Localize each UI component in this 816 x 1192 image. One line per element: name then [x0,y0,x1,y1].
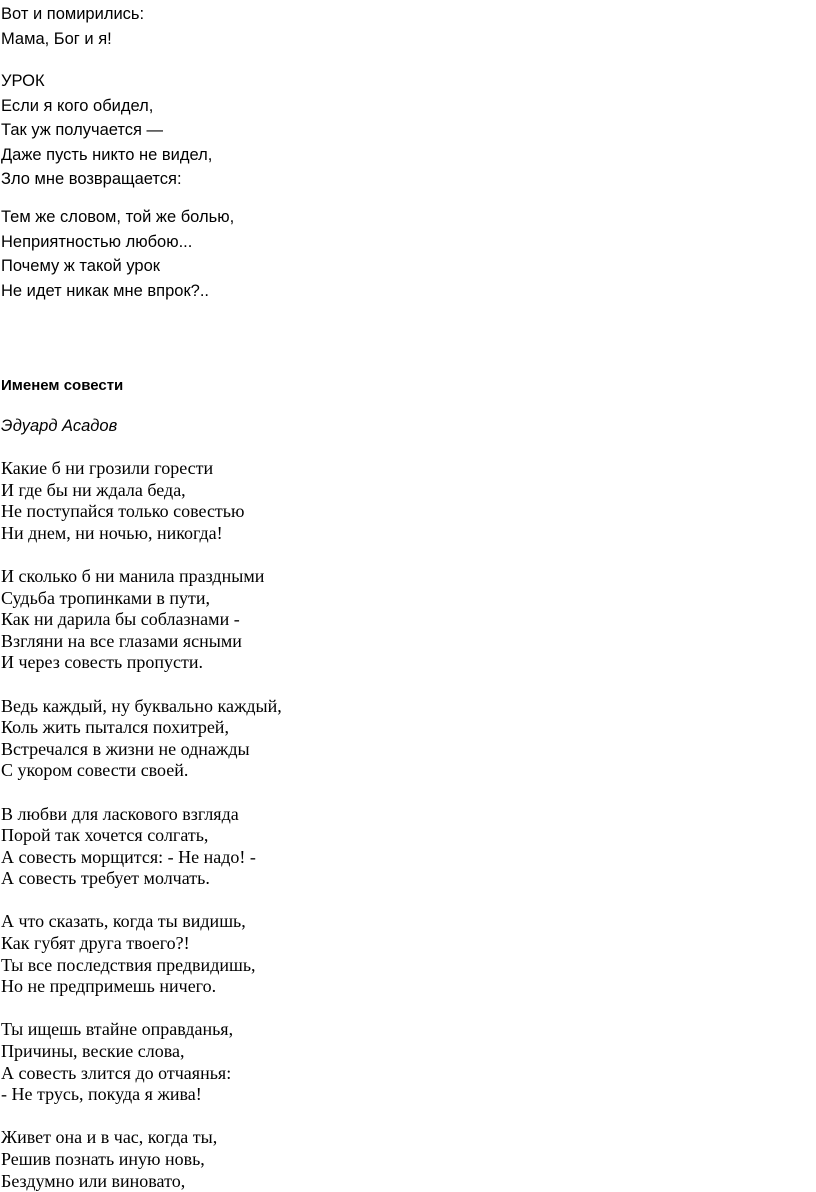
poem-line: Мама, Бог и я! [1,29,112,48]
poem-line: Почему ж такой урок [1,257,160,275]
poem-line: А совесть требует молчать. [1,868,210,889]
poem-line: Как ни дарила бы соблазнами - [1,609,240,630]
poem-line: И где бы ни ждала беда, [1,479,186,500]
poem-line: Порой так хочется солгать, [1,825,209,846]
first-poem-stanza-2 [1,205,234,303]
poem-line: Тем же словом, той же болью, [1,208,235,226]
poem-line: И сколько б ни манила праздными [1,565,265,586]
poem-line: В любви для ласкового взгляда [1,803,239,824]
stanza-gap [1,674,282,696]
poem-line: Решив познать иную новь, [1,1149,205,1169]
poem-line: Неприятностью любою... [1,232,193,251]
poem-line: Если я кого обидел, [1,96,154,115]
poem-line: Взгляни на все глазами ясными [1,630,242,651]
poem-line: Ни днем, ни ночью, никогда! [1,522,223,543]
poem-line: А совесть морщится: - Не надо! - [1,846,256,867]
poem-line: Зло мне возвращается: [1,170,182,188]
poem-line: Судьба тропинками в пути, [1,587,211,608]
poem-line: А что сказать, когда ты видишь, [1,911,246,932]
poem-line: Живет она и в час, когда ты, [1,1127,218,1148]
poem-line: Какие б ни грозили горести [1,458,214,478]
first-poem [1,69,212,192]
poem-line: Ведь каждый, ну буквально каждый, [1,695,282,716]
poem-line: Бездумно или виновато, [1,1170,186,1191]
poem-line: Встречался в жизни не однажды [1,738,250,759]
poem-title: УРОК [1,72,45,90]
poem-title: Именем совести [1,377,124,394]
poem-line: Не поступайся только совестью [1,501,245,522]
poem-line: Ты все последствия предвидишь, [1,954,256,975]
stanza-gap [1,890,282,912]
stanza-gap [1,544,282,566]
poem-line: Но не предпримешь ничего. [1,976,217,997]
poem-line: - Не трусь, покуда я жива! [1,1084,202,1105]
stanza-gap [1,1106,282,1128]
poem-line: С укором совести своей. [1,760,189,781]
poem-line: Коль жить пытался похитрей, [1,717,229,738]
poem-line: А совесть злится до отчаянья: [1,1062,232,1083]
poem-line: Ты ищешь втайне оправданья, [1,1019,234,1040]
poem-line: Так уж получается — [1,121,164,139]
first-poem-ending [1,2,144,51]
second-poem-body [1,458,282,1192]
poem-line: Причины, веские слова, [1,1041,185,1062]
stanza-gap [1,782,282,804]
poem-line: Даже пусть никто не видел, [1,145,213,164]
poem-author: Эдуард Асадов [1,417,118,435]
poem-line: И через совесть пропусти. [1,652,203,673]
poem-line: Вот и помирились: [1,5,145,23]
stanza-gap [1,998,282,1020]
poem-line: Как губят друга твоего?! [1,933,190,954]
poem-line: Не идет никак мне впрок?.. [1,281,210,300]
